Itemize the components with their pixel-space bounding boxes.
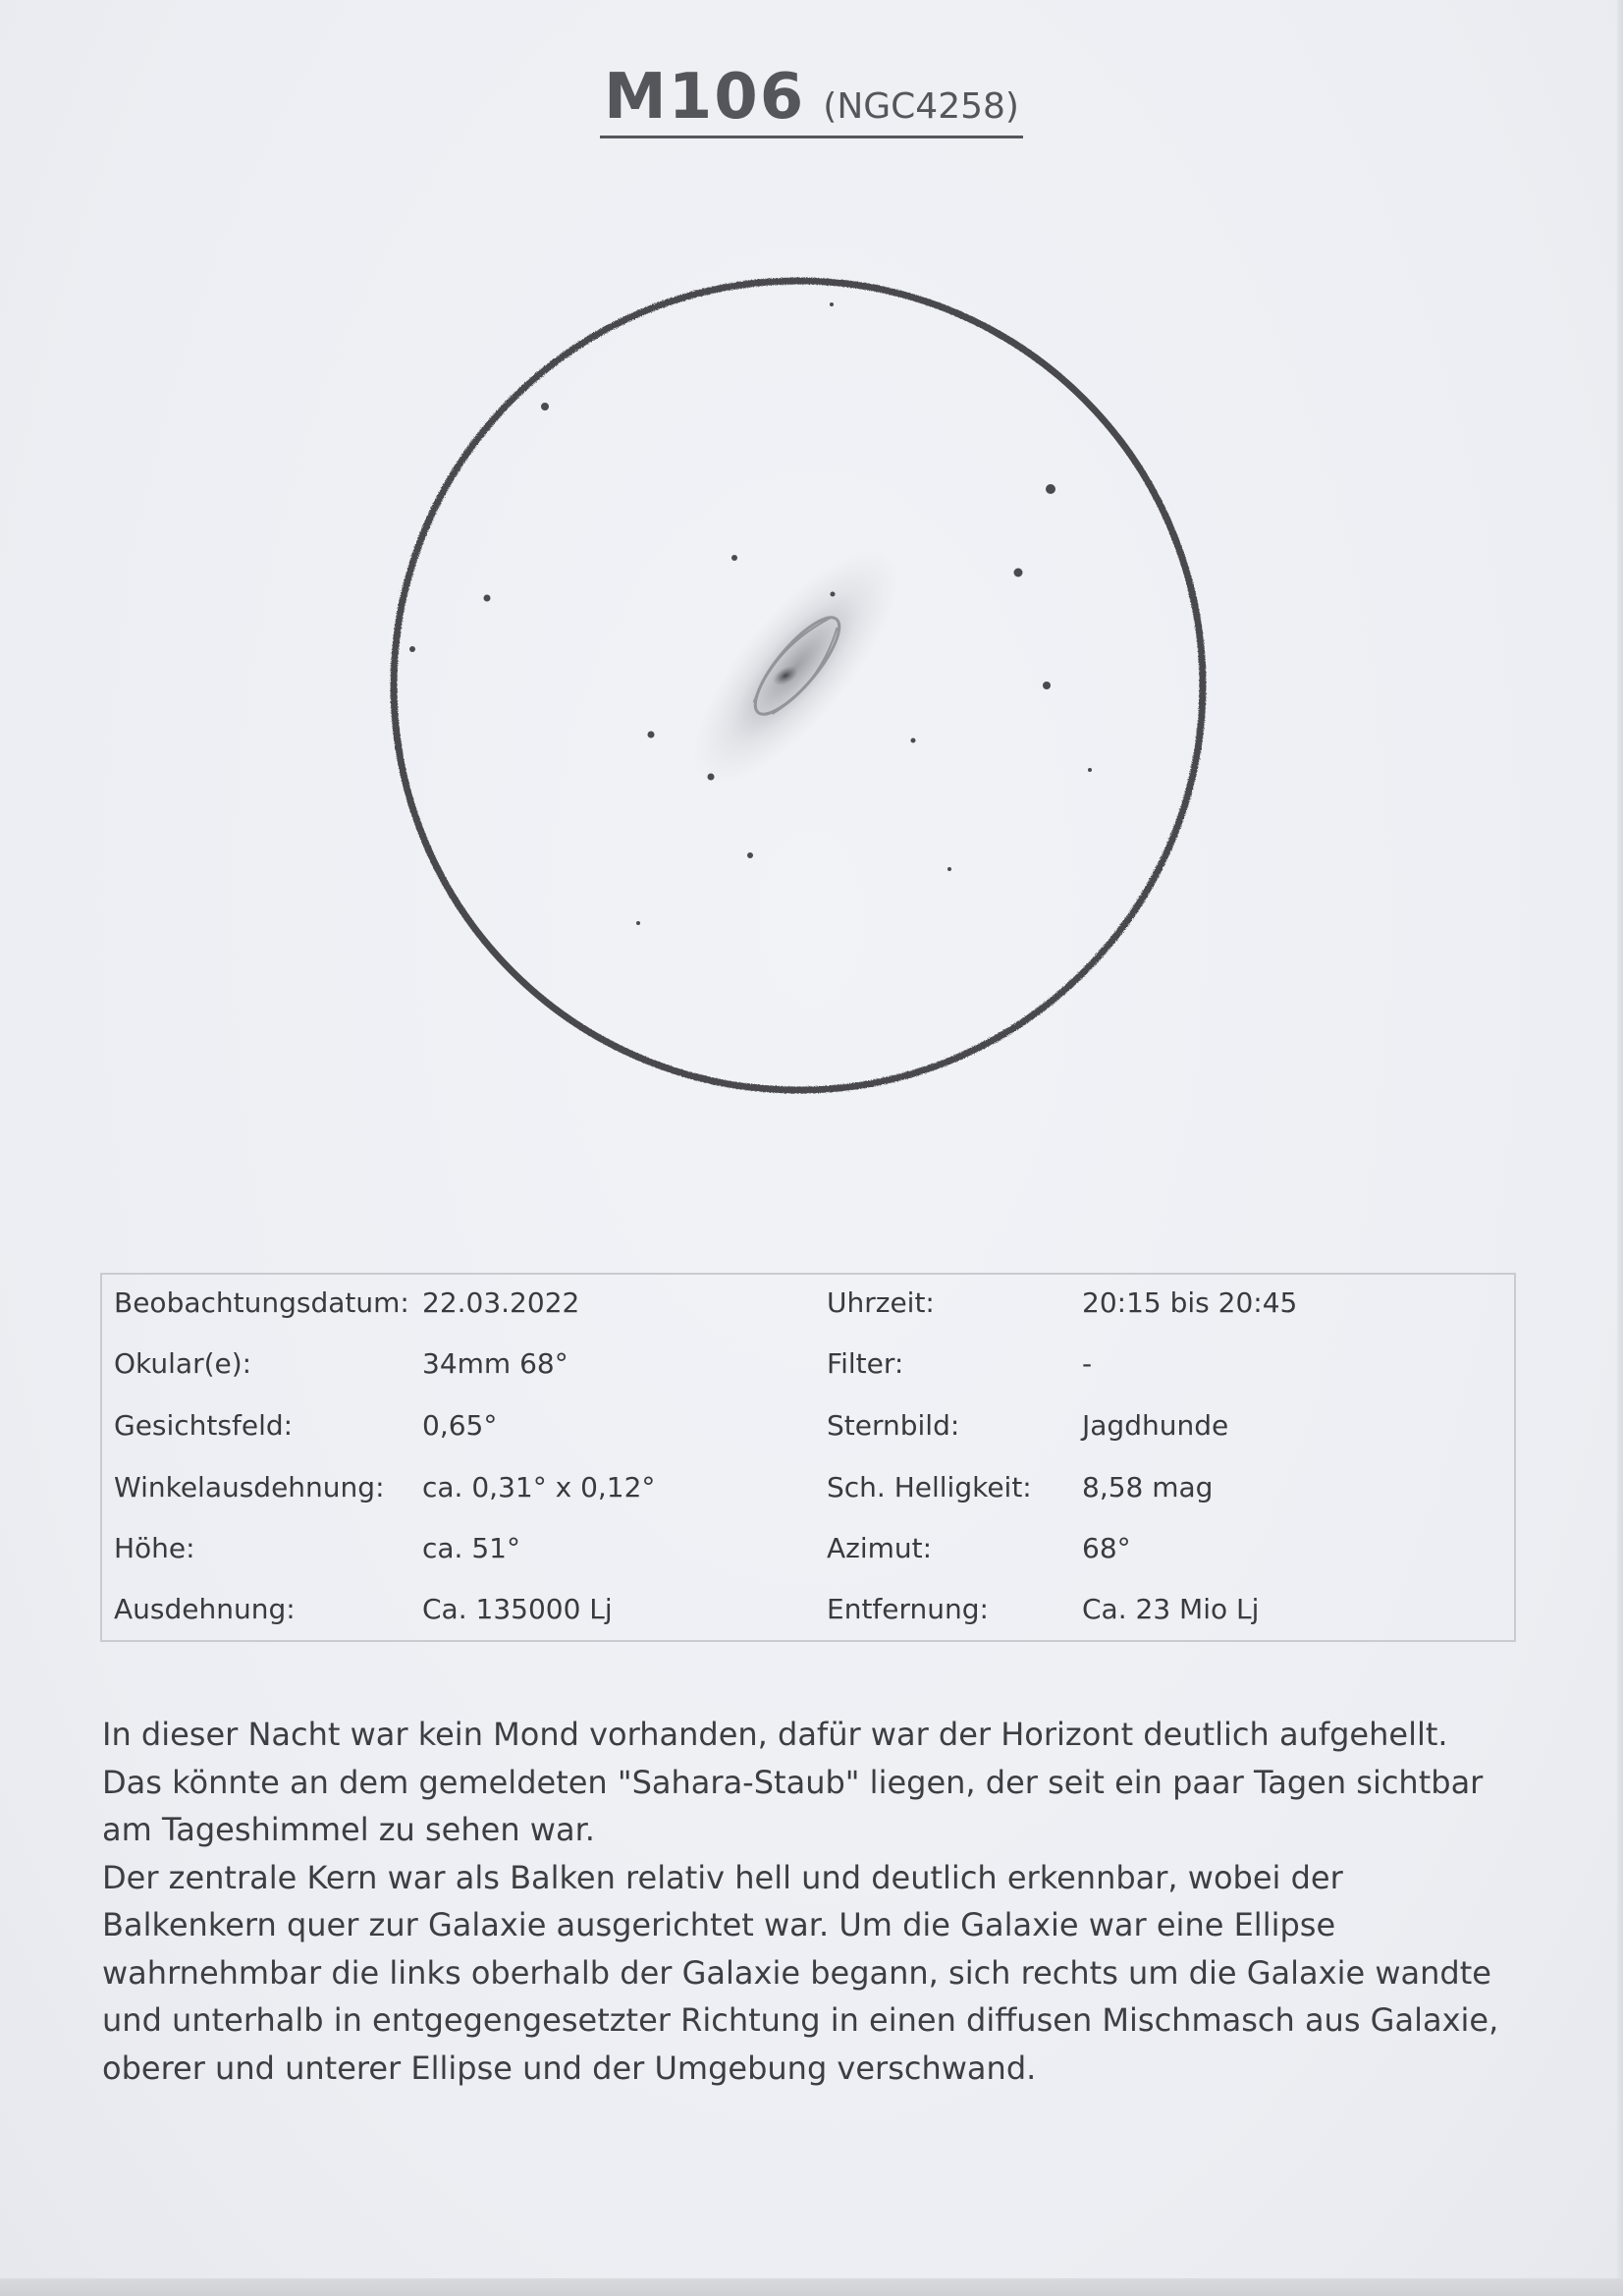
table-row [102,1471,1514,1510]
note-line: oberer und unterer Ellipse und der Umgebung verschwand. [102,2049,1037,2087]
note-line: und unterhalb in entgegengesetzter Richtung in einen diffusen Mischmasch aus Galaxie, [102,2001,1499,2039]
note-line: In dieser Nacht war kein Mond vorhanden, dafür war der Horizont deutlich aufgehellt. [102,1716,1448,1753]
value-time: 20:15 bis 20:45 [1082,1286,1298,1319]
title-main: M106 [604,61,806,134]
label-azimuth: Azimut: [827,1532,933,1564]
star [1046,484,1055,494]
title-sub: (NGC4258) [823,86,1019,127]
scan-edge-bottom [0,2278,1623,2296]
value-magnitude: 8,58 mag [1082,1471,1214,1503]
label-time: Uhrzeit: [827,1286,935,1319]
label-filter: Filter: [827,1347,904,1380]
value-extent: Ca. 135000 Lj [422,1593,613,1625]
note-line: Das könnte an dem gemeldeten "Sahara-Staub" liegen, der seit ein paar Tagen sichtbar [102,1763,1484,1801]
value-eyepiece: 34mm 68° [422,1347,568,1380]
star [708,774,715,781]
star [831,592,836,597]
value-azimuth: 68° [1082,1532,1131,1564]
star [1043,682,1051,689]
label-magnitude: Sch. Helligkeit: [827,1471,1032,1503]
star [636,921,640,925]
label-altitude: Höhe: [114,1532,195,1564]
label-distance: Entfernung: [827,1593,989,1625]
value-angular-size: ca. 0,31° x 0,12° [422,1471,656,1503]
label-constellation: Sternbild: [827,1409,960,1442]
label-field-of-view: Gesichtsfeld: [114,1409,294,1442]
label-angular-size: Winkelausdehnung: [114,1471,385,1503]
value-altitude: ca. 51° [422,1532,520,1564]
label-extent: Ausdehnung: [114,1593,296,1625]
note-line: Der zentrale Kern war als Balken relativ hell und deutlich erkennbar, wobei der [102,1858,1343,1896]
label-eyepiece: Okular(e): [114,1347,252,1380]
value-filter: - [1082,1347,1093,1380]
star [409,646,415,652]
table-row [102,1593,1514,1632]
star [1014,569,1023,577]
scan-edge-right [1617,0,1623,2296]
star [1088,768,1092,772]
star [747,852,753,858]
star [911,738,916,743]
table-row [102,1347,1514,1387]
star [830,302,834,306]
value-distance: Ca. 23 Mio Lj [1082,1593,1260,1625]
star [648,732,655,738]
value-field-of-view: 0,65° [422,1409,498,1442]
title-underline [600,61,1023,138]
galaxy-sketch [373,265,1237,1110]
observation-notes [102,1711,1536,2092]
value-date: 22.03.2022 [422,1286,580,1319]
title-block [0,61,1623,138]
table-row [102,1532,1514,1571]
star [731,555,737,561]
note-line: wahrnehmbar die links oberhalb der Galaxie begann, sich rechts um die Galaxie wandte [102,1953,1491,1992]
table-row [102,1409,1514,1449]
value-constellation: Jagdhunde [1082,1409,1229,1442]
label-date: Beobachtungsdatum: [114,1286,409,1319]
star [484,595,491,602]
star [947,867,951,871]
table-row [102,1286,1514,1326]
star [541,403,549,410]
note-line: Balkenkern quer zur Galaxie ausgerichtet war. Um die Galaxie war eine Ellipse [102,1906,1336,1943]
observation-table [100,1273,1516,1642]
note-line: am Tageshimmel zu sehen war. [102,1811,595,1848]
